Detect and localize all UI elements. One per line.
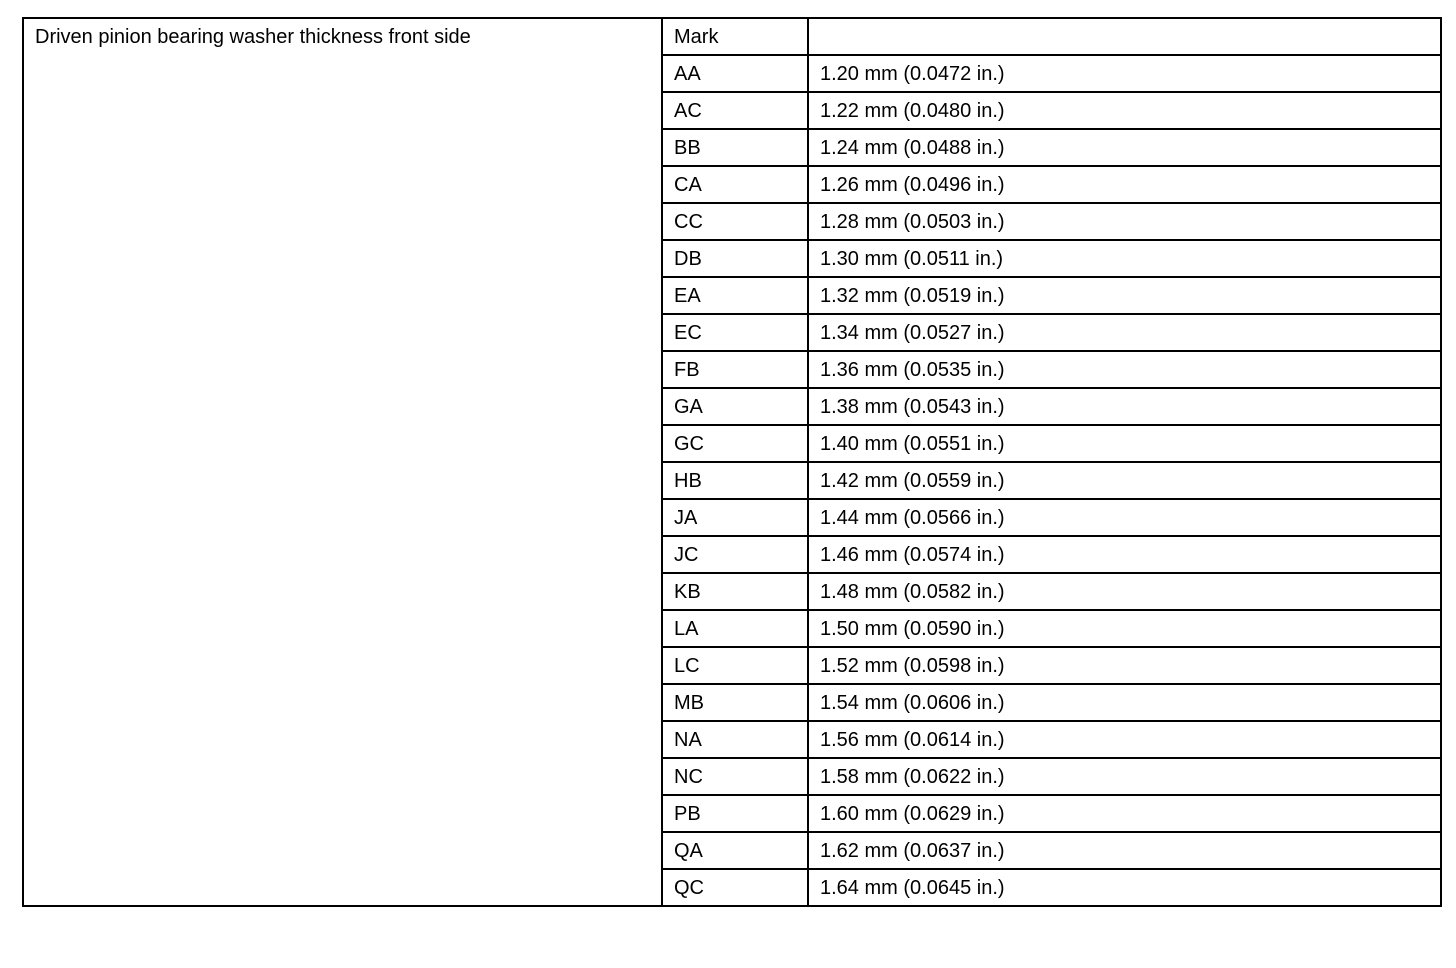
mark-cell: GA [662, 388, 808, 425]
mark-cell: KB [662, 573, 808, 610]
thickness-cell: 1.30 mm (0.0511 in.) [808, 240, 1441, 277]
thickness-cell: 1.20 mm (0.0472 in.) [808, 55, 1441, 92]
mark-cell: CA [662, 166, 808, 203]
mark-cell: NC [662, 758, 808, 795]
mark-cell: BB [662, 129, 808, 166]
thickness-cell: 1.38 mm (0.0543 in.) [808, 388, 1441, 425]
mark-cell: GC [662, 425, 808, 462]
mark-cell: QA [662, 832, 808, 869]
mark-cell: CC [662, 203, 808, 240]
mark-cell: EC [662, 314, 808, 351]
thickness-cell: 1.62 mm (0.0637 in.) [808, 832, 1441, 869]
washer-thickness-table [22, 17, 1442, 907]
mark-cell: JC [662, 536, 808, 573]
thickness-cell: 1.54 mm (0.0606 in.) [808, 684, 1441, 721]
thickness-cell: 1.22 mm (0.0480 in.) [808, 92, 1441, 129]
mark-cell: HB [662, 462, 808, 499]
mark-cell: EA [662, 277, 808, 314]
mark-cell: LA [662, 610, 808, 647]
table-header-row [23, 18, 1441, 55]
thickness-cell: 1.60 mm (0.0629 in.) [808, 795, 1441, 832]
mark-cell: JA [662, 499, 808, 536]
thickness-cell: 1.48 mm (0.0582 in.) [808, 573, 1441, 610]
thickness-cell: 1.42 mm (0.0559 in.) [808, 462, 1441, 499]
thickness-cell: 1.28 mm (0.0503 in.) [808, 203, 1441, 240]
thickness-cell: 1.34 mm (0.0527 in.) [808, 314, 1441, 351]
thickness-cell: 1.50 mm (0.0590 in.) [808, 610, 1441, 647]
thickness-cell: 1.40 mm (0.0551 in.) [808, 425, 1441, 462]
mark-cell: PB [662, 795, 808, 832]
mark-cell: LC [662, 647, 808, 684]
thickness-cell: 1.36 mm (0.0535 in.) [808, 351, 1441, 388]
mark-cell: FB [662, 351, 808, 388]
value-header-cell [808, 18, 1441, 55]
mark-cell: NA [662, 721, 808, 758]
mark-cell: MB [662, 684, 808, 721]
thickness-cell: 1.58 mm (0.0622 in.) [808, 758, 1441, 795]
item-label: Driven pinion bearing washer thickness front side [35, 26, 471, 48]
mark-header-cell [662, 18, 808, 55]
thickness-cell: 1.56 mm (0.0614 in.) [808, 721, 1441, 758]
mark-cell: AA [662, 55, 808, 92]
thickness-cell: 1.24 mm (0.0488 in.) [808, 129, 1441, 166]
item-label-cell [23, 18, 662, 906]
thickness-cell: 1.46 mm (0.0574 in.) [808, 536, 1441, 573]
mark-cell: AC [662, 92, 808, 129]
thickness-cell: 1.32 mm (0.0519 in.) [808, 277, 1441, 314]
mark-cell: QC [662, 869, 808, 906]
thickness-cell: 1.26 mm (0.0496 in.) [808, 166, 1441, 203]
thickness-cell: 1.64 mm (0.0645 in.) [808, 869, 1441, 906]
thickness-cell: 1.52 mm (0.0598 in.) [808, 647, 1441, 684]
thickness-cell: 1.44 mm (0.0566 in.) [808, 499, 1441, 536]
table-body [23, 18, 1441, 906]
mark-cell: DB [662, 240, 808, 277]
mark-header: Mark [674, 25, 719, 48]
